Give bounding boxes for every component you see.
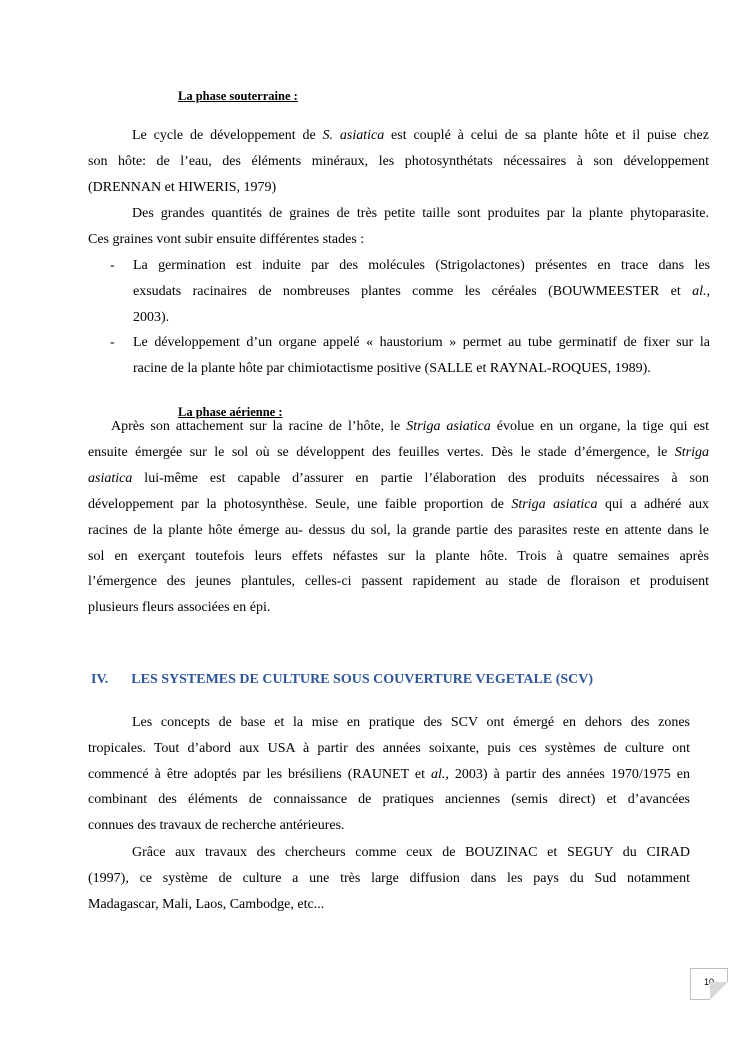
paragraph-line: asiatica lui-même est capable d’assurer en partie l’élaboration des produits nécessaires à son — [88, 470, 709, 486]
bullet-line: exsudats racinaires de nombreuses plantes comme les céréales (BOUWMEESTER et al., — [133, 283, 710, 299]
paragraph-concepts-scv — [88, 710, 690, 839]
paragraph-line: tropicales. Tout d’abord aux USA à partir des années soixante, puis ces systèmes de culture ont — [88, 740, 690, 756]
paragraph-line: développement par la photosynthèse. Seule, une faible proportion de Striga asiatica qui a adhéré aux — [88, 496, 710, 512]
page-number-box — [690, 968, 728, 1000]
bullet-line: Le développement d’un organe appelé « haustorium » permet au tube germinatif de fixer sur la — [133, 335, 710, 351]
paragraph-graines — [88, 201, 709, 253]
heading-text: La phase aérienne : — [178, 405, 283, 419]
paragraph-line: Grâce aux travaux des chercheurs comme ceux de BOUZINAC et SEGUY du CIRAD — [132, 845, 690, 860]
paragraph-line: Madagascar, Mali, Laos, Cambodge, etc... — [88, 896, 325, 912]
list-item — [110, 253, 710, 330]
paragraph-line: ensuite émergée sur le sol où se développent des feuilles vertes. Dès le stade d’émergence, le Striga — [88, 444, 709, 460]
bullet-list — [110, 253, 710, 382]
paragraph-line: l’émergence des jeunes plantules, celles-ci passent rapidement au stade de floraison et produisent — [88, 574, 709, 590]
heading-text: La phase souterraine — [178, 89, 291, 103]
bullet-dash: - — [110, 335, 115, 351]
paragraph-line: (1997), ce système de culture a une très large diffusion dans les pays du Sud notamment — [88, 870, 690, 886]
paragraph-line: (DRENNAN et HIWERIS, 1979) — [88, 179, 277, 195]
paragraph-line: plusieurs fleurs associées en épi. — [88, 600, 271, 616]
page-corner-fold-icon — [710, 982, 728, 1000]
section-title-text: LES SYSTEMES DE CULTURE SOUS COUVERTURE VEGETALE (SCV) — [131, 672, 594, 687]
bullet-dash: - — [110, 258, 115, 273]
paragraph-line: Après son attachement sur la racine de l’hôte, le Striga asiatica évolue en un organe, la tige qui est — [111, 419, 710, 434]
paragraph-line: sol en exerçant toutefois leurs effets néfastes sur la plante hôte. Trois à quatre semaines après — [88, 548, 709, 564]
paragraph-phase-aerienne — [88, 414, 709, 621]
list-item — [110, 330, 710, 382]
paragraph-line: Ces graines vont subir ensuite différentes stades : — [88, 231, 365, 247]
paragraph-line: combinant des éléments de connaissance de pratiques anciennes (semis direct) et d’avancées — [88, 792, 690, 808]
paragraph-bouzinac-seguy — [88, 840, 690, 917]
paragraph-cycle-developpement — [88, 123, 709, 200]
section-title — [91, 672, 593, 688]
section-number: IV. — [91, 672, 109, 687]
page-number: 10 — [703, 977, 714, 987]
heading-phase-souterraine — [178, 89, 298, 104]
bullet-line: 2003). — [133, 309, 170, 325]
bullet-line: La germination est induite par des molécules (Strigolactones) présentes en trace dans les — [133, 258, 710, 273]
paragraph-line: Des grandes quantités de graines de très petite taille sont produites par la plante phytoparasite. — [132, 206, 709, 221]
paragraph-line: commencé à être adoptés par les brésiliens (RAUNET et al., 2003) à partir des années 1970/1975 en — [88, 766, 690, 782]
paragraph-line: connues des travaux de recherche antérieures. — [88, 818, 345, 834]
heading-suffix: : — [290, 89, 298, 103]
paragraph-line: son hôte: de l’eau, des éléments minéraux, les photosynthétats nécessaires à son développement — [88, 153, 709, 169]
bullet-line: racine de la plante hôte par chimiotactisme positive (SALLE et RAYNAL-ROQUES, 1989). — [133, 361, 651, 377]
paragraph-line: Le cycle de développement de S. asiatica est couplé à celui de sa plante hôte et il puise chez — [132, 128, 709, 143]
paragraph-line: Les concepts de base et la mise en pratique des SCV ont émergé en dehors des zones — [132, 715, 690, 730]
paragraph-line: racines de la plante hôte émerge au- dessus du sol, la grande partie des parasites reste en attente dans le — [88, 522, 709, 538]
